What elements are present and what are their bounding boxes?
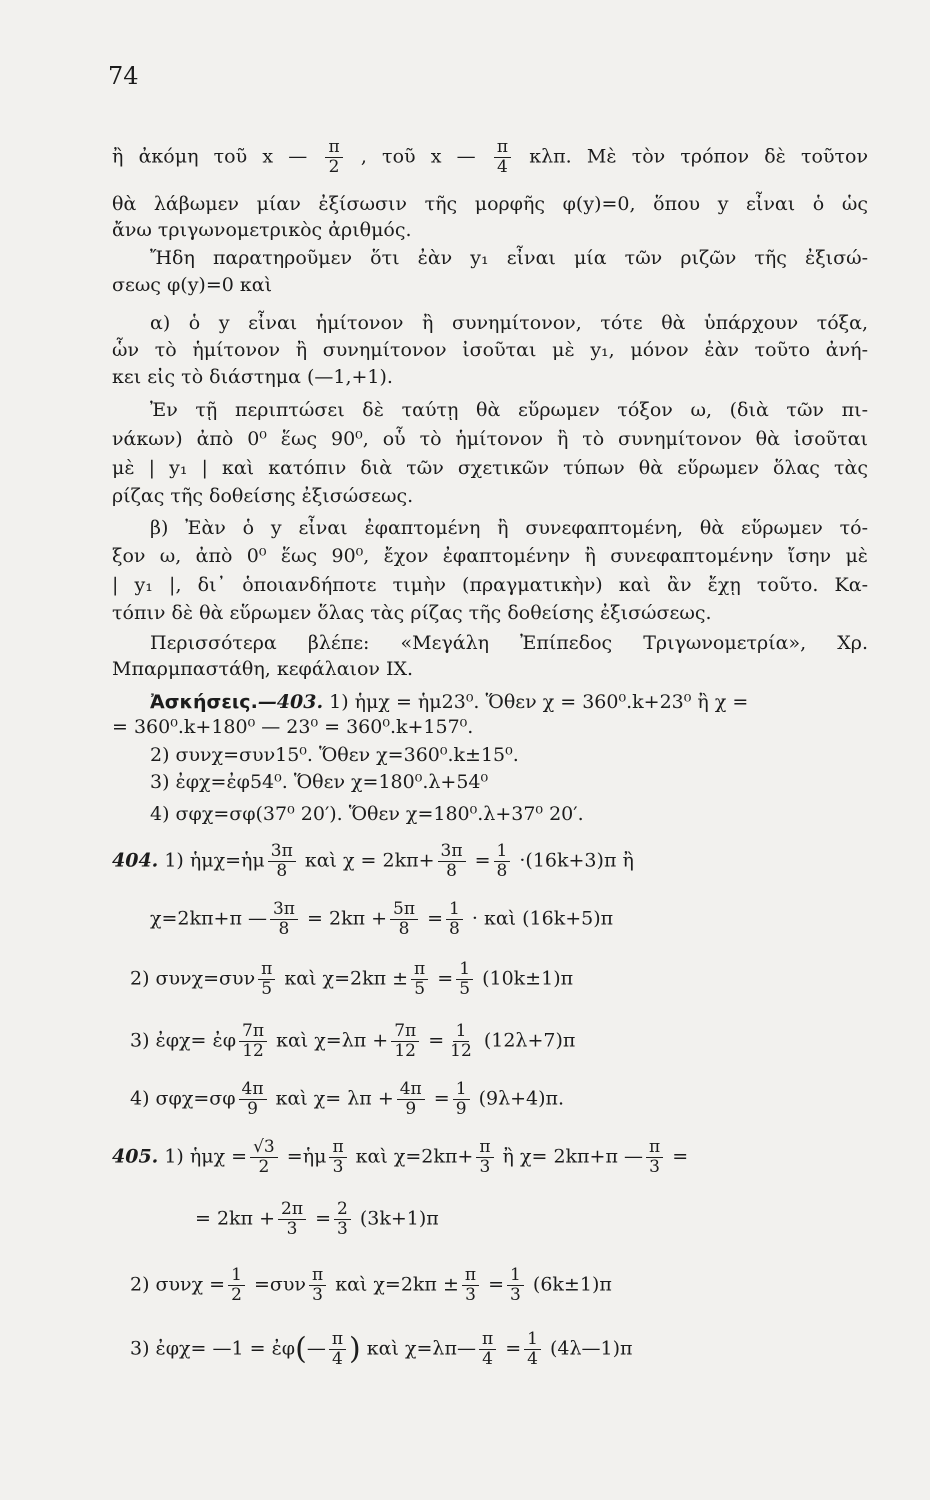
ex404-row5: 4) σφχ=σφ $\frac{4\pi}{9}$ καὶ χ= λπ + $\frac{4\pi}{9}$ = $\frac{1}{9}$ (9λ+4)π.	[130, 1079, 565, 1119]
p3-line3: κει εἰς τὸ διάστημα (—1,+1).	[112, 366, 393, 388]
ex404-row3: 2) συνχ=συν $\frac{\pi}{5}$ καὶ χ=2kπ ± $\frac{\pi}{5}$ = $\frac{1}{5}$ (10k±1)π	[130, 959, 574, 999]
fraction: $\frac{\pi}{3}$	[329, 1138, 346, 1177]
ex403-line5: 4) σφχ=σφ(37⁰ 20′). Ὅθεν χ=180⁰.λ+37⁰ 20′.	[150, 803, 584, 825]
fraction: $\frac{3\pi}{8}$	[270, 900, 298, 939]
fraction: $\frac{1}{3}$	[507, 1266, 524, 1305]
fraction: $\frac{1}{5}$	[456, 960, 473, 999]
p5-line3: | y₁ |, δι᾽ ὁποιανδήποτε τιμὴν (πραγματικὴν) καὶ ἂν ἔχῃ τοῦτο. Κα-	[112, 574, 868, 596]
fraction: $\frac{\pi}{3}$	[476, 1138, 493, 1177]
fraction: $\frac{\pi}{3}$	[462, 1266, 479, 1305]
p2-line2: σεως φ(y)=0 καὶ	[112, 274, 273, 296]
exercises-heading: Ἀσκήσεις.	[150, 691, 258, 713]
text: κλπ. Μὲ τὸν τρόπον δὲ τοῦτον	[529, 145, 869, 168]
ex403-line2: = 360⁰.k+180⁰ — 23⁰ = 360⁰.k+157⁰.	[112, 716, 474, 738]
fraction: $\frac{5\pi}{8}$	[390, 900, 418, 939]
p3-line1: α) ὁ y εἶναι ἡμίτονον ἢ συνημίτονον, τότε θὰ ὑπάρχουν τόξα,	[150, 312, 868, 334]
ex404-row2: χ=2kπ+π — $\frac{3\pi}{8}$ = 2kπ + $\frac{5\pi}{8}$ = $\frac{1}{8}$ · καὶ (16k+5)π	[150, 899, 614, 939]
text: ἢ ἀκόμη τοῦ x —	[112, 145, 308, 168]
fraction: $\frac{2}{3}$	[334, 1200, 351, 1239]
fraction: $\frac{4\pi}{9}$	[239, 1080, 267, 1119]
p1-line2: θὰ λάβωμεν μίαν ἐξίσωσιν τῆς μορφῆς φ(y)=0, ὅπου y εἶναι ὁ ὡς	[112, 193, 868, 215]
p3-line2: ὧν τὸ ἡμίτονον ἢ συνημίτονον ἰσοῦται μὲ y₁, μόνον ἐὰν τοῦτο ἀνή-	[112, 339, 868, 361]
fraction: $\frac{1}{9}$	[453, 1080, 470, 1119]
fraction-pi-2: $\frac{\pi}{2}$	[325, 138, 342, 177]
fraction: $\frac{1}{8}$	[446, 900, 463, 939]
ex405-row1: 405. 1) ἡμχ = $\frac{√3}{2}$ =ἡμ $\frac{\pi}{3}$ καὶ χ=2kπ+ $\frac{\pi}{3}$ ἢ χ= 2kπ+π — $\frac{\pi}{3}$ =	[112, 1137, 689, 1177]
fraction: $\frac{\pi}{5}$	[411, 960, 428, 999]
p1-line3: ἄνω τριγωνομετρικὸς ἀριθμός.	[112, 219, 412, 241]
ex403-line3: 2) συνχ=συν15⁰. Ὅθεν χ=360⁰.k±15⁰.	[150, 744, 519, 766]
p2-line1: Ἤδη παρατηροῦμεν ὅτι ἐὰν y₁ εἶναι μία τῶν ριζῶν τῆς ἐξισώ-	[150, 247, 868, 269]
fraction: $\frac{\pi}{4}$	[329, 1330, 346, 1369]
page-number: 74	[108, 62, 139, 90]
p6-line1: Περισσότερα βλέπε: «Μεγάλη Ἐπίπεδος Τριγωνομετρία», Χρ.	[150, 632, 868, 654]
exercise-number-403: —403.	[257, 691, 324, 713]
fraction: $\frac{1}{12}$	[450, 1021, 472, 1061]
p1-line1	[112, 138, 868, 177]
p4-line1: Ἐν τῇ περιπτώσει δὲ ταύτῃ θὰ εὕρωμεν τόξον ω, (διὰ τῶν πι-	[150, 399, 868, 421]
p5-line2: ξον ω, ἀπὸ 0⁰ ἕως 90⁰, ἔχον ἐφαπτομένην ἢ συνεφαπτομένην ἴσην μὲ	[112, 545, 868, 567]
fraction: $\frac{1}{4}$	[524, 1330, 541, 1369]
fraction: $\frac{3\pi}{8}$	[438, 842, 466, 881]
p5-line1: β) Ἐὰν ὁ y εἶναι ἐφαπτομένη ἢ συνεφαπτομένη, θὰ εὕρωμεν τό-	[150, 517, 868, 539]
right-parenthesis: )	[349, 1331, 361, 1367]
p4-line3: μὲ | y₁ | καὶ κατόπιν διὰ τῶν σχετικῶν τύπων θὰ εὕρωμεν ὅλας τὰς	[112, 457, 868, 479]
p6-line2: Μπαρμπαστάθη, κεφάλαιον IX.	[112, 658, 414, 680]
fraction: $\frac{4\pi}{9}$	[397, 1080, 425, 1119]
ex404-row1: 404. 1) ἡμχ=ἡμ $\frac{3\pi}{8}$ καὶ χ = 2kπ+ $\frac{3\pi}{8}$ = $\frac{1}{8}$ ·(16k+3)π ἢ	[112, 841, 634, 881]
fraction: $\frac{7\pi}{12}$	[391, 1022, 419, 1061]
p4-line4: ρίζας τῆς δοθείσης ἐξισώσεως.	[112, 485, 414, 507]
fraction: $\frac{1}{2}$	[228, 1266, 245, 1305]
fraction: $\frac{\pi}{5}$	[258, 960, 275, 999]
fraction-pi-4: $\frac{\pi}{4}$	[494, 138, 511, 177]
fraction: $\frac{3\pi}{8}$	[268, 842, 296, 881]
fraction: $\frac{1}{8}$	[494, 842, 511, 881]
p4-line2: νάκων) ἀπὸ 0⁰ ἕως 90⁰, οὗ τὸ ἡμίτονον ἢ τὸ συνημίτονον θὰ ἰσοῦται	[112, 428, 868, 450]
text: 1) ἡμχ = ἡμ23⁰. Ὅθεν χ = 360⁰.k+23⁰ ἢ χ =	[329, 691, 749, 713]
ex405-row4: 3) ἐφχ= —1 = ἐφ(— $\frac{\pi}{4}$ ) καὶ χ=λπ— $\frac{\pi}{4}$ = $\frac{1}{4}$ (4λ—1)π	[130, 1329, 633, 1369]
ex405-row2: = 2kπ + $\frac{2\pi}{3}$ = $\frac{2}{3}$ (3k+1)π	[195, 1199, 439, 1239]
left-parenthesis: (	[295, 1331, 307, 1367]
ex405-row3: 2) συνχ = $\frac{1}{2}$ =συν $\frac{\pi}{3}$ καὶ χ=2kπ ± $\frac{\pi}{3}$ = $\frac{1}{3}$ (6k±1)π	[130, 1265, 612, 1305]
fraction: $\frac{7\pi}{12}$	[239, 1022, 267, 1061]
fraction: $\frac{√3}{2}$	[250, 1138, 278, 1177]
ex404-row4: 3) ἐφχ= ἐφ $\frac{7\pi}{12}$ καὶ χ=λπ + $\frac{7\pi}{12}$ = $\frac{1}{12}$ (12λ+7)π	[130, 1021, 576, 1061]
ex403-line1	[150, 690, 868, 714]
fraction: $\frac{2\pi}{3}$	[278, 1200, 306, 1239]
ex403-line4: 3) ἐφχ=ἐφ54⁰. Ὅθεν χ=180⁰.λ+54⁰	[150, 771, 489, 793]
fraction: $\frac{\pi}{3}$	[309, 1266, 326, 1305]
fraction: $\frac{\pi}{3}$	[646, 1138, 663, 1177]
text: , τοῦ x —	[360, 145, 476, 168]
exercise-number-404: 404.	[112, 849, 159, 872]
fraction: $\frac{\pi}{4}$	[479, 1330, 496, 1369]
exercise-number-405: 405.	[112, 1145, 159, 1168]
p5-line4: τόπιν δὲ θὰ εὕρωμεν ὅλας τὰς ρίζας τῆς δοθείσης ἐξισώσεως.	[112, 602, 712, 624]
